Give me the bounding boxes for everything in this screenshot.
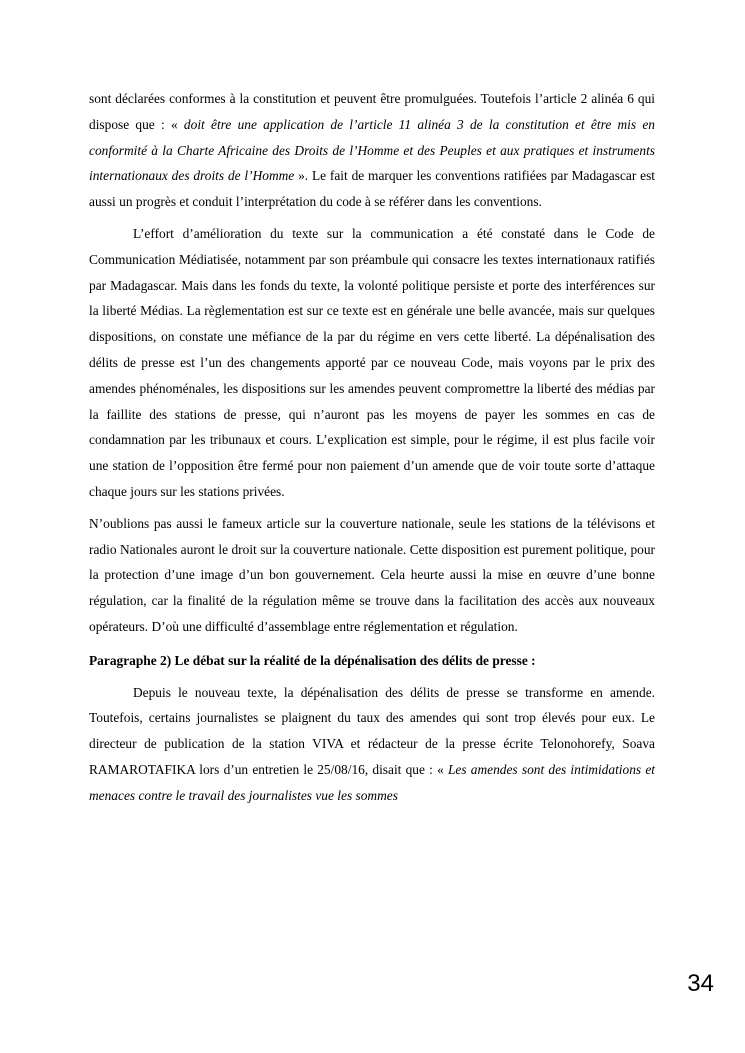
paragraph-4-text: Depuis le nouveau texte, la dépénalisation des délits de presse se transforme en amende. Toutefois, certains journalistes se plaignent du taux des amendes qui sont trop élevés pour eux. Le directeur de publication de la station VIVA et rédacteur de la presse écrite Telonohorefy, Soava RAMAROTAFIKA lors d’un entretien le 25/08/16, disait que : « — [89, 684, 655, 777]
paragraph-1 — [89, 86, 655, 215]
paragraph-4 — [89, 680, 655, 809]
paragraph-1-text-start: sont déclarées conformes à la constitution et peuvent être promulguées. Toutefois l’article 2 alinéa 6 qui dispose que : « — [89, 91, 655, 132]
page-number: 34 — [687, 970, 714, 997]
paragraph-1-text-end: ». Le fait de marquer les conventions ratifiées par Madagascar est aussi un progrès et conduit l’interprétation du code à se référer dans les conventions. — [89, 168, 656, 210]
paragraph-3: N’oublions pas aussi le fameux article sur la couverture nationale, seule les stations de la télévisons et radio Nationales auront le droit sur la couverture nationale. Cette disposition est purement politique, pour la protection d’une image d’un bon gouvernement. Cela heurte aussi la mise en œuvre d’une bonne régulation, car la finalité de la régulation même se trouve dans la facilitation des accès aux nouveaux opérateurs. D’où une difficulté d’assemblage entre réglementation et régulation. — [89, 515, 655, 634]
paragraph-4-quote: Les amendes sont des intimidations et menaces contre le travail des journalistes vue les sommes — [89, 761, 655, 803]
section-heading: Paragraphe 2) Le débat sur la réalité de la dépénalisation des délits de presse : — [89, 652, 536, 668]
paragraph-1-quote: doit être une application de l’article 11 alinéa 3 de la constitution et être mis en conformité à la Charte Africaine des Droits de l’Homme et des Peuples et aux pratiques et instruments internationaux des droits de l’Homme — [89, 116, 655, 184]
page-body — [89, 86, 655, 809]
paragraph-2: L’effort d’amélioration du texte sur la communication a été constaté dans le Code de Communication Médiatisée, notamment par son préambule qui consacre les textes internationaux ratifiés par Madagascar. Mais dans les fonds du texte, la volonté politique persiste et porte des interférences sur la liberté Médias. La règlementation est sur ce texte est en générale une belle avancée, mais sur quelques dispositions, on constate une méfiance de la par du régime en vers cette liberté. La dépénalisation des délits de presse est l’un des changements apporté par ce nouveau Code, mais voyons par le prix des amendes phénoménales, les dispositions sur les amendes peuvent compromettre la liberté des médias par la faillite des stations de presse, qui n’auront pas les moyens de payer les sommes en cas de condamnation par les tribunaux et cours. L’explication est simple, pour le régime, il est plus facile voir une station de l’opposition être fermé pour non paiement d’un amende que de voir toute sorte d’attaque chaque jours sur les stations privées. — [89, 225, 655, 499]
